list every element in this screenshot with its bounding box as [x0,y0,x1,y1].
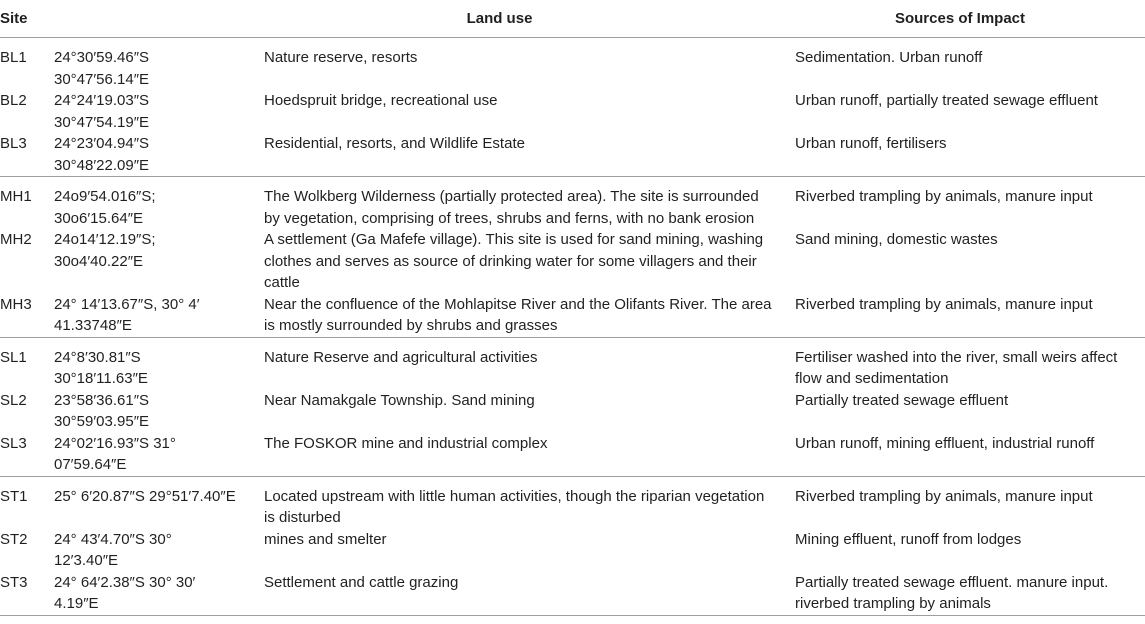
coordinate-line: 24°8′30.81″S [54,348,141,366]
cell-land-use: Nature Reserve and agricultural activities [264,348,538,366]
table-group [0,476,1145,615]
cell-coordinates [54,133,264,177]
cell-sources: Riverbed trampling by animals, manure input [795,487,1093,505]
coordinate-line: 24°02′16.93″S 31° [54,434,176,452]
header-sources: Sources of Impact [795,0,1145,38]
cell-land-use: A settlement (Ga Mafefe village). This site is used for sand mining, washing clothes and serves as source of drinking water for some villagers and their cattle [264,231,764,291]
table-row [0,529,1145,572]
coordinate-line: 23°58′36.61″S [54,391,150,409]
cell-coordinates [54,433,264,477]
header-site: Site [0,0,54,38]
coordinate-line: 07′59.64″E [54,456,127,473]
coordinate-line: 24° 64′2.38″S 30° 30′ [54,573,196,591]
cell-sources: Riverbed trampling by animals, manure input [795,188,1093,205]
cell-land-use: Near Namakgale Township. Sand mining [264,391,535,409]
cell-site: ST1 [0,487,28,505]
table-row [0,90,1145,133]
cell-coordinates [54,390,264,433]
table-row [0,229,1145,294]
cell-sources: Sedimentation. Urban runoff [795,49,983,66]
cell-site: BL3 [0,135,27,152]
cell-sources: Fertiliser washed into the river, small weirs affect flow and sedimentation [795,348,1118,387]
cell-sources: Sand mining, domestic wastes [795,231,998,248]
cell-sources: Urban runoff, fertilisers [795,135,947,152]
table-row [0,476,1145,529]
cell-coordinates [54,177,264,230]
table-row [0,433,1145,477]
coordinate-line: 30°48′22.09″E [54,156,150,174]
coordinate-line: 25° 6′20.87″S 29°51′7.40″E [54,487,236,505]
cell-site: MH2 [0,231,32,248]
table-row [0,133,1145,177]
cell-coordinates [54,294,264,338]
cell-sources: Partially treated sewage effluent. manure input. riverbed trampling by animals [795,573,1109,612]
cell-coordinates [54,572,264,616]
table-group [0,38,1145,177]
table-group [0,337,1145,476]
coordinate-line: 24o9′54.016″S; [54,188,156,205]
cell-coordinates [54,529,264,572]
coordinate-line: 24° 14′13.67″S, 30° 4′ [54,295,200,313]
cell-coordinates [54,337,264,390]
cell-land-use: Nature reserve, resorts [264,49,418,66]
cell-coordinates [54,229,264,294]
table-header [0,0,1145,38]
cell-land-use: Settlement and cattle grazing [264,573,459,591]
cell-sources: Riverbed trampling by animals, manure input [795,295,1093,313]
cell-coordinates [54,476,264,529]
coordinate-line: 24°30′59.46″S [54,49,150,66]
cell-sources: Partially treated sewage effluent [795,391,1009,409]
table-row [0,390,1145,433]
cell-site: ST3 [0,573,28,591]
cell-site: SL3 [0,434,27,452]
cell-sources: Urban runoff, mining effluent, industrial runoff [795,434,1095,452]
coordinate-line: 12′3.40″E [54,552,119,569]
cell-coordinates [54,90,264,133]
table-group [0,177,1145,338]
coordinate-line: 24°24′19.03″S [54,92,150,109]
table-row [0,572,1145,616]
coordinate-line: 24o14′12.19″S; [54,231,156,248]
header-land-use: Land use [264,0,795,38]
cell-coordinates [54,38,264,91]
cell-land-use: Hoedspruit bridge, recreational use [264,92,498,109]
cell-land-use: The Wolkberg Wilderness (partially protected area). The site is surrounded by vegetation, comprising of trees, shrubs and ferns, with no bank erosion [264,188,759,227]
coordinate-line: 30°47′54.19″E [54,113,150,131]
cell-sources: Mining effluent, runoff from lodges [795,530,1022,548]
cell-land-use: Residential, resorts, and Wildlife Estate [264,135,525,152]
cell-site: MH3 [0,295,32,313]
coordinate-line: 24°23′04.94″S [54,135,150,152]
cell-land-use: Located upstream with little human activities, though the riparian vegetation is disturbed [264,487,765,526]
cell-site: SL1 [0,348,27,366]
cell-site: SL2 [0,391,27,409]
cell-sources: Urban runoff, partially treated sewage effluent [795,92,1098,109]
cell-site: BL2 [0,92,27,109]
table-row [0,177,1145,230]
table-row [0,38,1145,91]
coordinate-line: 30°59′03.95″E [54,413,150,430]
coordinate-line: 4.19″E [54,595,99,612]
cell-site: ST2 [0,530,28,548]
cell-land-use: Near the confluence of the Mohlapitse River and the Olifants River. The area is mostly surrounded by shrubs and grasses [264,295,772,334]
cell-land-use: The FOSKOR mine and industrial complex [264,434,548,452]
coordinate-line: 41.33748″E [54,317,132,334]
header-coordinates [54,0,264,38]
coordinate-line: 24° 43′4.70″S 30° [54,530,172,548]
coordinate-line: 30o6′15.64″E [54,209,144,227]
cell-land-use: mines and smelter [264,530,387,548]
coordinate-line: 30°47′56.14″E [54,70,150,88]
cell-site: MH1 [0,188,32,205]
table-row [0,337,1145,390]
table-row [0,294,1145,338]
cell-site: BL1 [0,49,27,66]
coordinate-line: 30°18′11.63″E [54,370,148,387]
coordinate-line: 30o4′40.22″E [54,252,144,270]
